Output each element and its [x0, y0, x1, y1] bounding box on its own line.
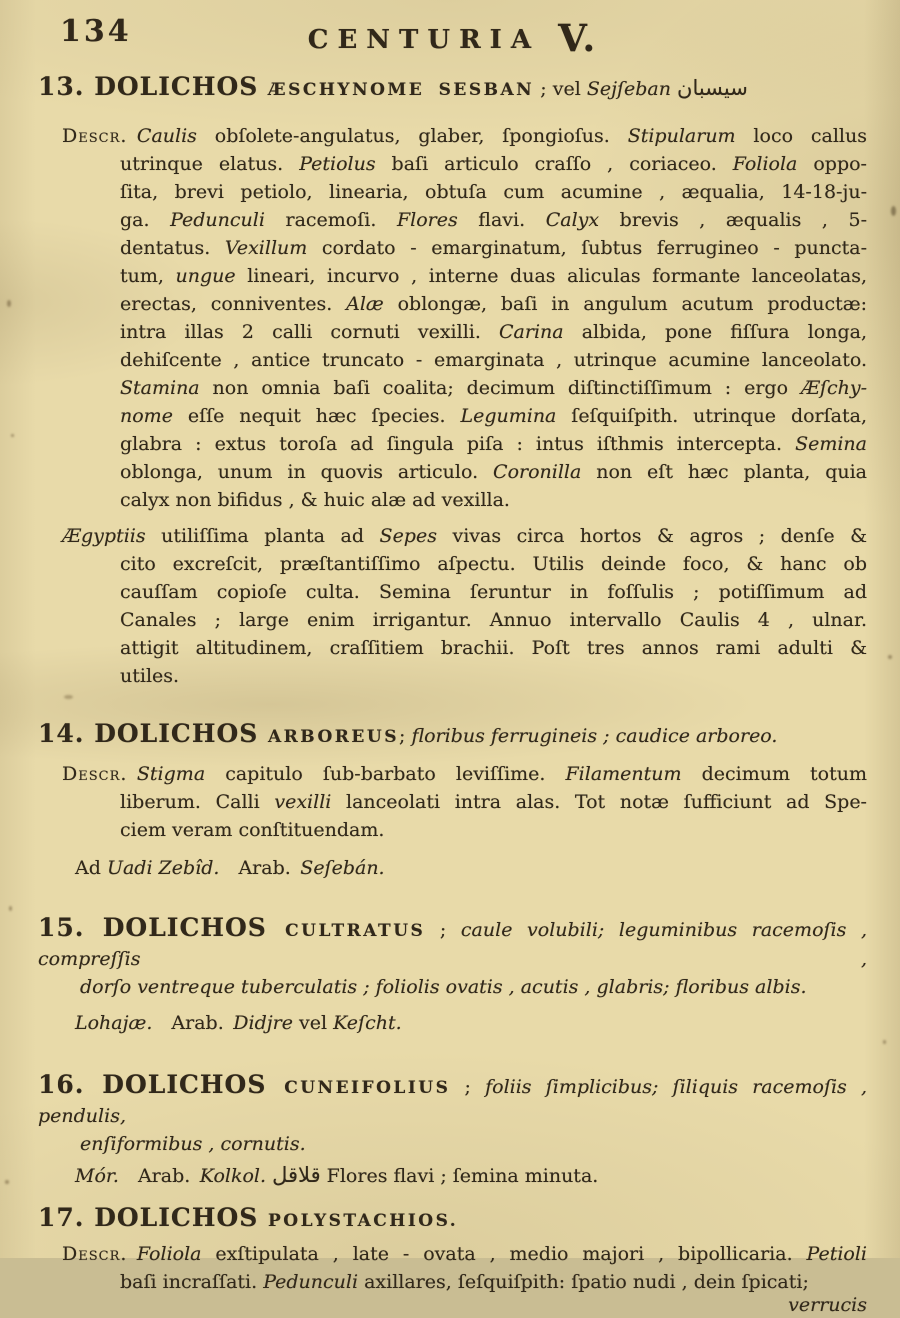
- text-segment: calyx non bifidus , & huic alæ ad vexilla.: [120, 489, 510, 511]
- entry-13-description: [38, 122, 867, 514]
- text-line: [38, 73, 867, 104]
- text-segment: cito excreſcit, præſtantiſſimo aſpectu. Utilis deinde foco, & hanc ob: [120, 553, 867, 575]
- page-number: 134: [60, 14, 132, 49]
- text-segment: ciem veram conſtituendam.: [120, 819, 385, 841]
- entry-14-description: [38, 760, 867, 844]
- text-segment: exſtipulata , late - ovata , medio majori , bipollicaria.: [201, 1243, 807, 1265]
- text-line: [120, 346, 867, 374]
- text-segment: utiles.: [120, 665, 180, 687]
- text-segment: floribus ferrugineis ; caudice arboreo.: [411, 725, 778, 747]
- text-segment: vivas circa hortos & agros ; denſe &: [436, 525, 867, 547]
- text-line: [120, 150, 867, 178]
- text-segment: Semina: [795, 433, 867, 455]
- text-segment: dentatus.: [120, 237, 225, 259]
- text-segment: nome: [120, 405, 173, 427]
- text-segment: Ægyptiis: [62, 525, 146, 547]
- text-segment: 15. DOLICHOS: [38, 913, 286, 942]
- text-segment: flavi.: [457, 209, 546, 231]
- text-segment: Sejſeban: [586, 78, 678, 100]
- text-segment: baſi incraſſati.: [120, 1271, 264, 1293]
- text-line: [75, 854, 867, 882]
- foxing-spot: [891, 206, 896, 216]
- text-segment: decimum totum: [681, 763, 867, 785]
- text-line: [120, 816, 867, 844]
- text-segment: albida, pone fiſſura longa,: [563, 321, 867, 343]
- text-line: [62, 1240, 867, 1268]
- text-segment: CULTRATUS: [285, 921, 426, 941]
- foxing-spot: [11, 434, 14, 437]
- text-line: [120, 634, 867, 662]
- text-segment: Alæ: [346, 293, 384, 315]
- text-line: [38, 1204, 867, 1235]
- text-segment: vexilli: [274, 791, 332, 813]
- text-segment: glabra : extus toroſa ad ſingula piſa : intus iſthmis intercepta.: [120, 433, 796, 455]
- text-line: [120, 430, 867, 458]
- text-segment: Legumina: [460, 405, 557, 427]
- text-segment: intra illas 2 calli cornuti vexilli.: [120, 321, 500, 343]
- text-segment: ;: [425, 919, 461, 941]
- text-line: [38, 1071, 867, 1130]
- text-segment: ÆSCHYNOME SESBAN: [267, 80, 535, 100]
- text-segment: Ad: [75, 857, 107, 879]
- text-segment: Foliola: [732, 153, 798, 175]
- text-line: [75, 1161, 867, 1190]
- entry-15-locality: [38, 1009, 867, 1037]
- text-segment: Pedunculi: [170, 209, 265, 231]
- entry-14-locality: [38, 854, 867, 882]
- foxing-spot: [7, 300, 11, 307]
- text-segment: dehiſcente , antice truncato - emarginata , utrinque acumine lanceolato.: [120, 349, 867, 371]
- text-segment: Calyx: [545, 209, 600, 231]
- text-line: [120, 1268, 867, 1296]
- text-segment: oppo-: [797, 153, 867, 175]
- text-segment: 14. DOLICHOS: [38, 719, 268, 748]
- text-line: [62, 522, 867, 550]
- text-segment: Descr.: [62, 125, 128, 147]
- text-line: [75, 1009, 867, 1037]
- text-line: [120, 578, 867, 606]
- text-line: [120, 374, 867, 402]
- text-line: [80, 1130, 867, 1158]
- text-segment: lanceolati intra alas. Tot notæ ſufficiunt ad Spe-: [331, 791, 867, 813]
- text-segment: ungue: [175, 265, 236, 287]
- text-segment: ; vel: [534, 78, 587, 100]
- entry-13-uses: [38, 522, 867, 690]
- text-segment: Vexillum: [224, 237, 308, 259]
- foxing-spot: [888, 655, 892, 659]
- text-line: [120, 262, 867, 290]
- foxing-spot: [5, 1180, 9, 1184]
- text-segment: enſiformibus , cornutis.: [80, 1133, 306, 1155]
- text-line: [120, 458, 867, 486]
- text-segment: Petioli: [806, 1243, 867, 1265]
- text-line: [120, 234, 867, 262]
- text-segment: Sepes: [379, 525, 437, 547]
- text-segment: Flores: [396, 209, 458, 231]
- text-segment: attigit altitudinem, craſſitiem brachii. Poſt tres annos rami adulti &: [120, 637, 867, 659]
- text-line: [120, 290, 867, 318]
- running-title: [38, 16, 867, 60]
- text-segment: vel: [292, 1012, 334, 1034]
- text-segment: liberum. Calli: [120, 791, 275, 813]
- text-line: [120, 318, 867, 346]
- text-line: [120, 606, 867, 634]
- text-line: [120, 402, 867, 430]
- text-line: [120, 788, 867, 816]
- text-segment: utrinque elatus.: [120, 153, 300, 175]
- text-segment: Carina: [499, 321, 564, 343]
- text-segment: tum,: [120, 265, 176, 287]
- text-segment: Coronilla: [493, 461, 582, 483]
- text-segment: 16. DOLICHOS: [38, 1070, 285, 1099]
- text-segment: erectas, conniventes.: [120, 293, 347, 315]
- text-segment: non eſt hæc planta, quia: [581, 461, 868, 483]
- text-line: [120, 206, 867, 234]
- text-segment: [127, 1243, 137, 1265]
- text-segment: Canales ; large enim irrigantur. Annuo intervallo Caulis 4 , ulnar.: [120, 609, 867, 631]
- text-segment: foliis ſimplicibus; ſiliquis racemoſis , pendulis,: [38, 1076, 867, 1127]
- text-segment: 13. DOLICHOS: [38, 72, 268, 101]
- text-segment: capitulo ſub-barbato leviſſime.: [205, 763, 566, 785]
- text-segment: 17. DOLICHOS: [38, 1203, 268, 1232]
- text-line: [120, 178, 867, 206]
- text-segment: caule volubili; leguminibus racemoſis , compreſſis ,: [38, 919, 868, 970]
- text-line: [38, 720, 867, 751]
- text-segment: oblongæ, baſi in angulum acutum productæ:: [383, 293, 867, 315]
- entry-16-heading: [38, 1071, 867, 1158]
- text-segment: ARBOREUS: [267, 727, 399, 747]
- text-segment: brevis , æqualis , 5-: [599, 209, 868, 231]
- text-segment: cordato - emarginatum, ſubtus ferrugineo - puncta-: [307, 237, 867, 259]
- text-segment: Caulis: [136, 125, 197, 147]
- text-segment: Kolkol.: [199, 1165, 267, 1187]
- text-segment: Lohajæ.: [75, 1012, 153, 1034]
- page-header: [38, 10, 867, 58]
- text-segment: Uadi Zebîd.: [106, 857, 220, 879]
- text-segment: ;: [398, 725, 412, 747]
- entry-14-heading: [38, 720, 867, 751]
- text-segment: ;: [450, 1076, 486, 1098]
- text-line: [120, 486, 867, 514]
- entry-13-heading: [38, 73, 867, 104]
- text-segment: non omnia baſi coalita; decimum diſtinctiſſimum : ergo: [199, 377, 801, 399]
- text-segment: Descr.: [62, 1243, 128, 1265]
- text-segment: Descr.: [62, 763, 128, 785]
- text-line: [38, 914, 867, 973]
- text-segment: Stipularum: [627, 125, 736, 147]
- text-segment: dorſo ventreque tuberculatis ; foliolis ovatis , acutis , glabris; floribus albis.: [80, 976, 807, 998]
- text-segment: [127, 763, 137, 785]
- text-segment: racemoſi.: [264, 209, 397, 231]
- entry-17-description: [38, 1240, 867, 1296]
- text-segment: obſolete-angulatus, glaber, ſpongioſus.: [196, 125, 628, 147]
- foxing-spot: [64, 695, 73, 699]
- text-segment: Arab.: [219, 857, 301, 879]
- text-segment: Filamentum: [565, 763, 682, 785]
- entry-16-locality: [38, 1161, 867, 1190]
- text-segment: loco callus: [735, 125, 867, 147]
- text-segment: Stamina: [120, 377, 200, 399]
- text-segment: baſi articulo craſſo , coriaceo.: [375, 153, 733, 175]
- text-segment: Flores flavi ; ſemina minuta.: [320, 1165, 599, 1187]
- text-segment: Stigma: [136, 763, 206, 785]
- text-segment: Petiolus: [299, 153, 376, 175]
- text-line: [80, 973, 867, 1001]
- foxing-spot: [9, 906, 12, 911]
- text-line: [62, 760, 867, 788]
- text-line: [120, 550, 867, 578]
- entry-15-heading: [38, 914, 867, 1001]
- text-segment: ga.: [120, 209, 171, 231]
- text-segment: [127, 125, 137, 147]
- text-segment: lineari, incurvo , interne duas aliculas formante lanceolatas,: [235, 265, 867, 287]
- text-segment: Didjre: [233, 1012, 293, 1034]
- text-segment: utiliſſima planta ad: [145, 525, 380, 547]
- text-segment: axillares, ſeſquiſpith: ſpatio nudi , dein ſpicati;: [358, 1271, 809, 1293]
- text-segment: Pedunculi: [263, 1271, 359, 1293]
- text-segment: Arab.: [118, 1165, 200, 1187]
- catchword: verrucis: [788, 1294, 867, 1316]
- foxing-spot: [883, 1040, 886, 1044]
- text-segment: CUNEIFOLIUS: [284, 1078, 451, 1098]
- entry-17-heading: [38, 1204, 867, 1235]
- text-segment: ſita, brevi petiolo, linearia, obtuſa cum acumine , æqualia, 14-18-ju-: [120, 181, 867, 203]
- text-segment: Mór.: [75, 1165, 119, 1187]
- text-segment: Seſebán.: [300, 857, 385, 879]
- text-segment: POLYSTACHIOS.: [267, 1211, 459, 1231]
- text-segment: Foliola: [136, 1243, 202, 1265]
- text-segment: cauſſam copioſe culta. Semina ſeruntur in foſſulis ; potiſſimum ad: [120, 581, 867, 603]
- text-content: [38, 73, 867, 1296]
- text-line: [62, 122, 867, 150]
- text-segment: ſeſquiſpith. utrinque dorſata,: [556, 405, 867, 427]
- text-line: [120, 662, 867, 690]
- arabic-text: قلاقل: [272, 1163, 321, 1187]
- text-segment: Keſcht.: [333, 1012, 402, 1034]
- running-title-numeral: V.: [558, 16, 598, 60]
- text-segment: oblonga, unum in quovis articulo.: [120, 461, 494, 483]
- running-title-word: CENTURIA: [307, 25, 541, 55]
- text-segment: Arab.: [152, 1012, 234, 1034]
- text-segment: Æſchy-: [800, 377, 867, 399]
- text-segment: eſſe nequit hæc ſpecies.: [172, 405, 461, 427]
- arabic-text: سيسبان: [677, 76, 748, 100]
